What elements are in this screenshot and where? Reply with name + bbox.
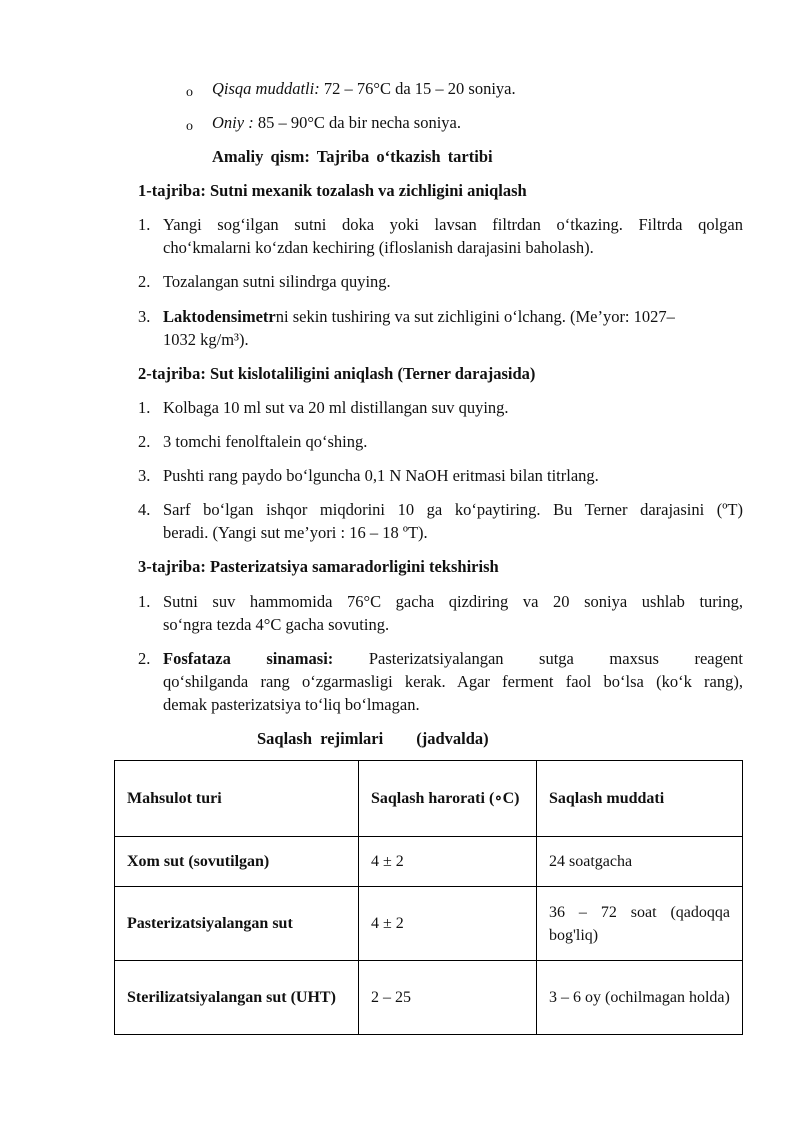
table-cell: 24 soatgacha [537, 837, 743, 887]
table-header-row [115, 761, 743, 837]
step-number: 2. [138, 272, 151, 291]
experiment-title: 2-tajriba: Sut kislotaliligini aniqlash (Terner darajasida) [138, 364, 536, 383]
bullet-marker: o [186, 85, 193, 100]
bullet-text: 85 – 90°C da bir necha soniya. [253, 113, 462, 132]
table-cell: 2 – 25 [359, 961, 537, 1035]
step-text: Sutni suv hammomida 76°C gacha qizdiring va 20 soniya ushlab turing, so‘ngra tezda 4°C gacha sovuting. [163, 592, 743, 634]
table-caption: Saqlash rejimlari (jadvalda) [257, 729, 489, 748]
table-header-cell: Saqlash harorati (∘C) [359, 761, 537, 837]
step-text: Fosfataza sinamasi: Pasterizatsiyalangan sutga maxsus reagent qo‘shilganda rang o‘zgarmasligi kerak. Agar ferment faol bo‘lsa (ko‘k rang), demak pasterizatsiya to‘liq bo‘lmagan. [163, 649, 743, 714]
step-number: 2. [138, 432, 151, 451]
step-number: 1. [138, 215, 151, 234]
step-text: Sarf bo‘lgan ishqor miqdorini 10 ga ko‘paytiring. Bu Terner darajasini (ºT) beradi. (Yangi sut me’yori : 16 – 18 ºT). [163, 500, 743, 542]
bullet-text: 72 – 76°C da 15 – 20 soniya. [319, 79, 516, 98]
table-cell: Xom sut (sovutilgan) [115, 837, 359, 887]
step-number: 3. [138, 307, 151, 326]
table-cell: Sterilizatsiyalangan sut (UHT) [115, 961, 359, 1035]
bullet-label: Oniy : [212, 113, 254, 132]
table-cell: 3 – 6 oy (ochilmagan holda) [537, 961, 743, 1035]
bold-term: Fosfataza sinamasi: [163, 649, 334, 668]
table-row [115, 961, 743, 1035]
step-number: 1. [138, 592, 151, 611]
step-text: 3 tomchi fenolftalein qo‘shing. [163, 432, 368, 451]
bullet-label: Qisqa muddatli: [212, 79, 320, 98]
step-text: Yangi sog‘ilgan sutni doka yoki lavsan filtrdan o‘tkazing. Filtrda qolgan cho‘kmalarni ko‘zdan kechiring (ifloslanish darajasini baholash). [163, 215, 743, 257]
table-header-cell: Mahsulot turi [115, 761, 359, 837]
table-header-cell: Saqlash muddati [537, 761, 743, 837]
practical-heading: Amaliy qism: Tajriba o‘tkazish tartibi [212, 147, 493, 166]
table-row [115, 837, 743, 887]
table-cell: Pasterizatsiyalangan sut [115, 887, 359, 961]
bullet-marker: o [186, 119, 193, 134]
bullet-short-term [212, 77, 516, 100]
bullet-instant [212, 111, 461, 134]
table-cell: 36 – 72 soat (qadoqqa bog'liq) [537, 887, 743, 961]
table-cell: 4 ± 2 [359, 837, 537, 887]
step-text: Pushti rang paydo bo‘lguncha 0,1 N NaOH eritmasi bilan titrlang. [163, 466, 599, 485]
experiment-title: 3-tajriba: Pasterizatsiya samaradorligini tekshirish [138, 557, 499, 576]
bold-term: Laktodensimetr [163, 307, 276, 326]
step-number: 4. [138, 500, 151, 519]
table-cell: 4 ± 2 [359, 887, 537, 961]
step-number: 3. [138, 466, 151, 485]
storage-table [114, 760, 743, 1035]
step-text: Kolbaga 10 ml sut va 20 ml distillangan suv quying. [163, 398, 509, 417]
step-text: Tozalangan sutni silindrga quying. [163, 272, 391, 291]
step-number: 2. [138, 649, 151, 668]
experiment-title: 1-tajriba: Sutni mexanik tozalash va zichligini aniqlash [138, 181, 527, 200]
step-text: Laktodensimetrni sekin tushiring va sut zichligini o‘lchang. (Me’yor: 1027– 1032 kg/m³). [163, 307, 675, 349]
table-row [115, 887, 743, 961]
step-number: 1. [138, 398, 151, 417]
